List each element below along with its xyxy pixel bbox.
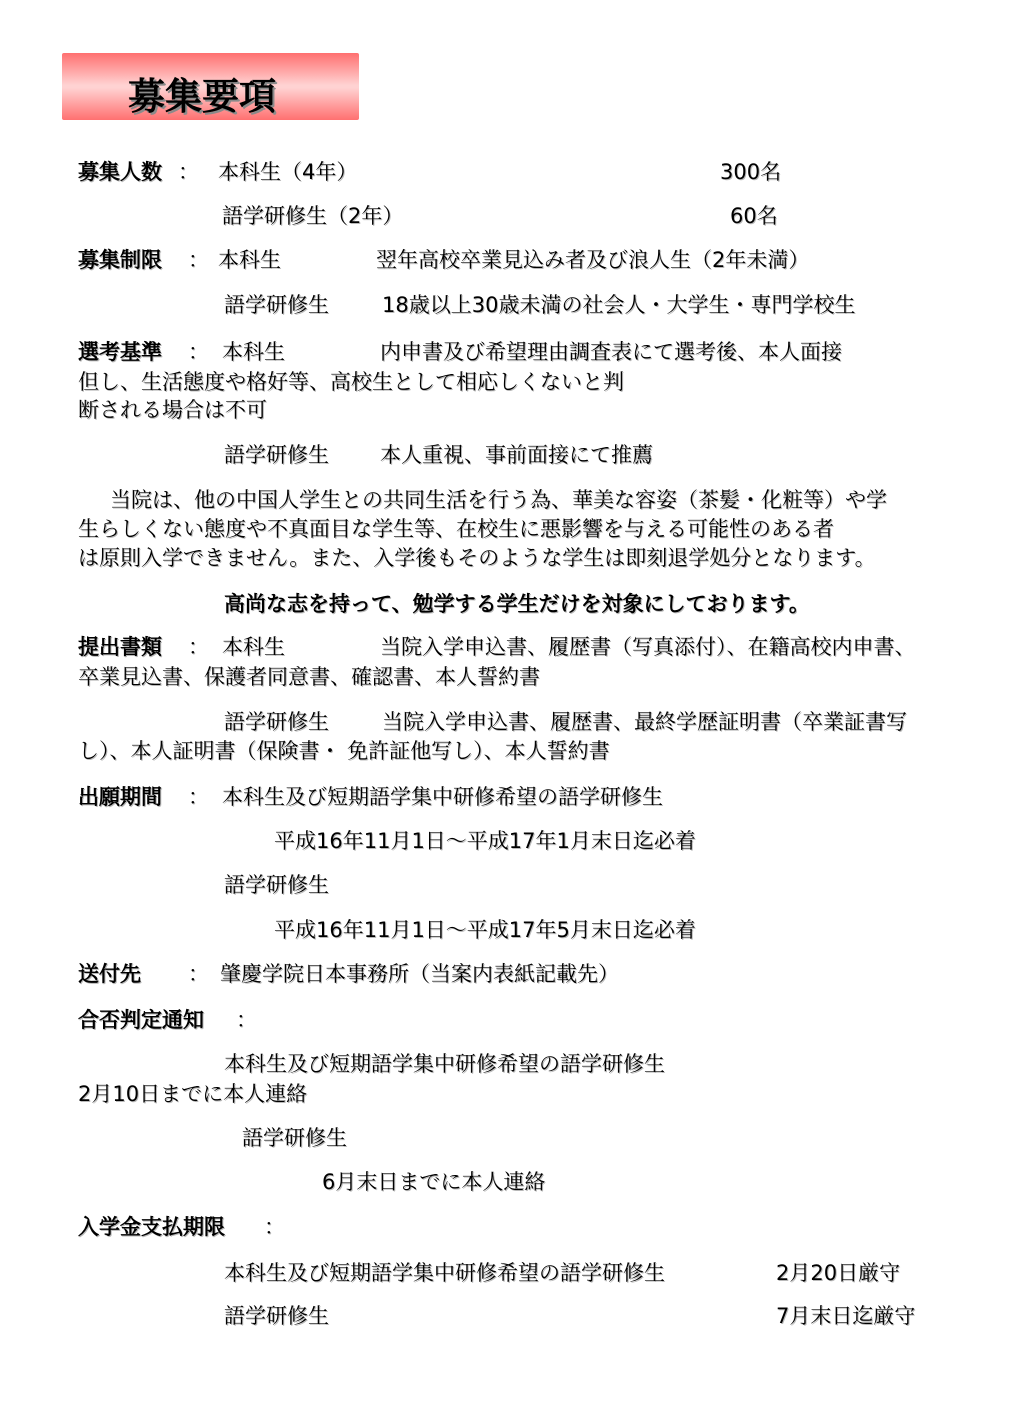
recruit-count-colon: ： [178, 160, 199, 184]
selection-language: 語学研修生 [224, 443, 329, 467]
application-period-date-1: 平成16年11月1日～平成17年1月末日迄必着 [274, 829, 696, 853]
result-notice-group-1: 本科生及び短期語学集中研修希望の語学研修生 [224, 1052, 665, 1076]
send-to-colon: ： [188, 962, 209, 986]
payment-deadline-date-2: 7月末日迄厳守 [776, 1304, 916, 1328]
application-period-group-1: 本科生及び短期語学集中研修希望の語学研修生 [222, 785, 663, 809]
application-period-label: 出願期間 [78, 785, 162, 809]
recruit-count-language-count: 60名 [730, 204, 778, 228]
payment-deadline-group-2: 語学研修生 [224, 1304, 329, 1328]
result-notice-date-1: 2月10日までに本人連絡 [78, 1082, 308, 1106]
send-to-label: 送付先 [78, 962, 141, 986]
recruit-limit-language: 語学研修生 [224, 293, 329, 317]
documents-colon: ： [188, 635, 209, 659]
selection-language-desc: 本人重視、事前面接にて推薦 [380, 443, 653, 467]
title-banner [62, 53, 359, 120]
documents-language: 語学研修生 [224, 710, 329, 734]
notice-line-2: 生らしくない態度や不真面目な学生等、在校生に悪影響を与える可能性のある者 [78, 517, 834, 541]
payment-deadline-group-1: 本科生及び短期語学集中研修希望の語学研修生 [224, 1261, 665, 1285]
documents-language-desc-2: し）、本人証明書（保険書・ 免許証他写し）、本人誓約書 [78, 739, 610, 763]
selection-label: 選考基準 [78, 340, 162, 364]
application-period-group-2: 語学研修生 [224, 873, 329, 897]
notice-emphasis: 高尚な志を持って、勉学する学生だけを対象にしております。 [224, 592, 810, 616]
recruit-count-regular: 本科生（4年） [218, 160, 358, 184]
recruit-limit-language-desc: 18歳以上30歳未満の社会人・大学生・専門学校生 [382, 293, 856, 317]
recruit-limit-regular-desc: 翌年高校卒業見込み者及び浪人生（2年未満） [376, 248, 810, 272]
recruit-limit-colon: ： [188, 248, 209, 272]
selection-regular-desc: 内申書及び希望理由調査表にて選考後、本人面接 [380, 340, 842, 364]
selection-regular-note-1: 但し、生活態度や格好等、高校生として相応しくないと判 [78, 370, 624, 394]
application-period-date-2: 平成16年11月1日～平成17年5月末日迄必着 [274, 918, 696, 942]
payment-deadline-label: 入学金支払期限 [78, 1215, 225, 1239]
recruit-limit-label: 募集制限 [78, 248, 162, 272]
recruit-count-language: 語学研修生（2年） [222, 204, 404, 228]
selection-colon: ： [188, 340, 209, 364]
recruit-limit-regular: 本科生 [218, 248, 281, 272]
page-title: 募集要項 [128, 75, 276, 118]
documents-language-desc-1: 当院入学申込書、履歴書、最終学歴証明書（卒業証書写 [382, 710, 907, 734]
send-to-value: 肇慶学院日本事務所（当案内表紙記載先） [220, 962, 619, 986]
documents-regular: 本科生 [222, 635, 285, 659]
payment-deadline-colon: ： [264, 1215, 285, 1239]
application-period-colon: ： [188, 785, 209, 809]
recruit-count-regular-count: 300名 [720, 160, 782, 184]
notice-line-3: は原則入学できません。また、入学後もそのような学生は即刻退学処分となります。 [78, 546, 876, 570]
result-notice-group-2: 語学研修生 [242, 1126, 347, 1150]
documents-regular-desc-1: 当院入学申込書、履歴書（写真添付）、在籍高校内申書、 [380, 635, 916, 659]
documents-label: 提出書類 [78, 635, 162, 659]
recruit-count-label: 募集人数 [78, 160, 162, 184]
result-notice-colon: ： [236, 1008, 257, 1032]
notice-line-1: 当院は、他の中国人学生との共同生活を行う為、華美な容姿（茶髪・化粧等）や学 [110, 488, 887, 512]
selection-regular: 本科生 [222, 340, 285, 364]
selection-regular-note-2: 断される場合は不可 [78, 398, 267, 422]
result-notice-label: 合否判定通知 [78, 1008, 204, 1032]
documents-regular-desc-2: 卒業見込書、保護者同意書、確認書、本人誓約書 [78, 665, 540, 689]
result-notice-date-2: 6月末日までに本人連絡 [322, 1170, 546, 1194]
payment-deadline-date-1: 2月20日厳守 [776, 1261, 901, 1285]
